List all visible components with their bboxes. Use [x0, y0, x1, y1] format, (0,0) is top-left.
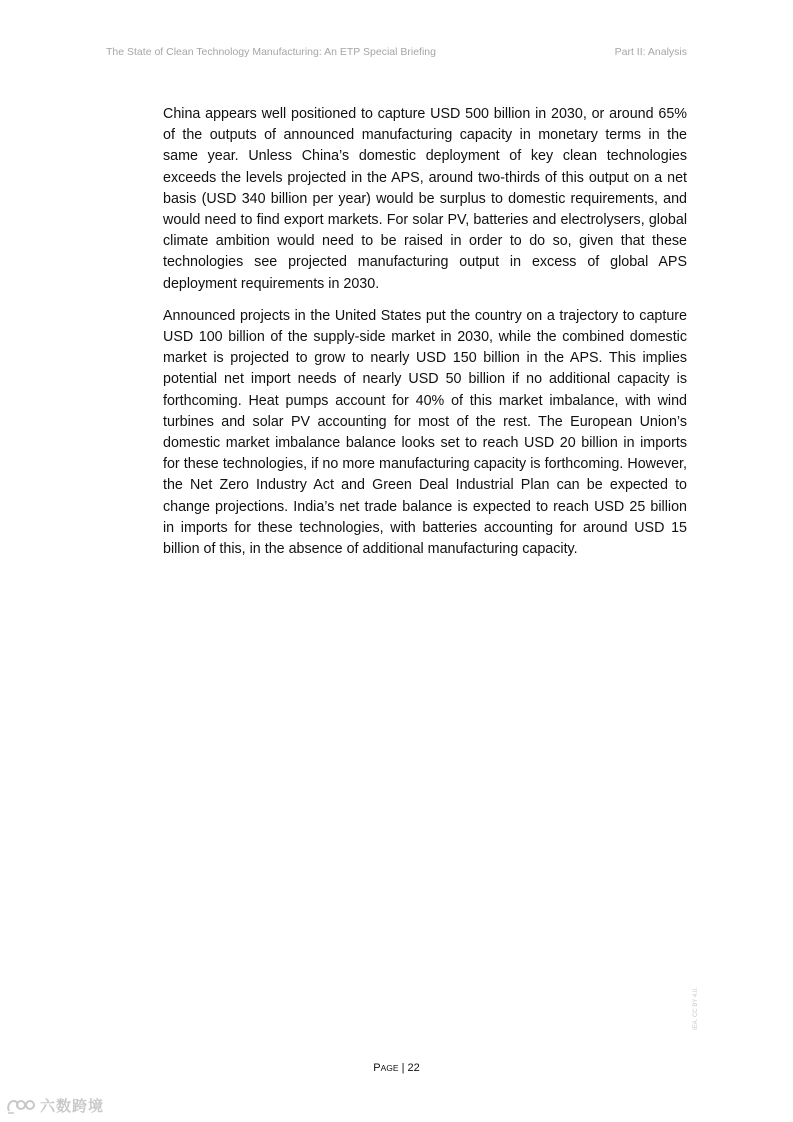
watermark [6, 1095, 104, 1116]
license-note: IEA. CC BY 4.0. [693, 987, 699, 1030]
header-document-title: The State of Clean Technology Manufacturing: An ETP Special Briefing [106, 46, 436, 58]
page-label-initial: P [373, 1062, 381, 1074]
paragraph-united-states: Announced projects in the United States put the country on a trajectory to capture USD 100 billion of the supply-side market in 2030, while the combined domestic market is projected to grow to nearly USD 150 billion in the APS. This implies potential net import needs of nearly USD 50 billion if no additional capacity is forthcoming. Heat pumps account for 40% of this market imbalance, with wind turbines and solar PV accounting for most of the rest. The European Union’s domestic market imbalance balance looks set to reach USD 20 billion in imports for these technologies, if no more manufacturing capacity is forthcoming. However, the Net Zero Industry Act and Green Deal Industrial Plan can be expected to change projections. India’s net trade balance is expected to reach USD 25 billion in imports for these technologies, with batteries accounting for around USD 15 billion of this, in the absence of additional manufacturing capacity. [163, 307, 687, 558]
page-footer [0, 1062, 793, 1074]
page-separator: | [398, 1062, 408, 1074]
header-section-title: Part II: Analysis [614, 46, 687, 58]
running-header [106, 46, 687, 58]
main-text [163, 104, 687, 571]
page-number: 22 [407, 1062, 420, 1074]
watermark-logo-icon [6, 1097, 36, 1115]
watermark-text: 六数跨境 [40, 1097, 105, 1115]
page-label-rest: AGE [380, 1063, 399, 1073]
paragraph-china: China appears well positioned to capture USD 500 billion in 2030, or around 65% of the outputs of announced manufacturing capacity in monetary terms in the same year. Unless China’s domestic deployment of key clean technologies exceeds the levels projected in the APS, around two-thirds of this output on a net basis (USD 340 billion per year) would be surplus to domestic requirements, and would need to find export markets. For solar PV, batteries and electrolysers, global climate ambition would need to be raised in order to do so, given that these technologies see projected manufacturing output in excess of global APS deployment requirements in 2030. [163, 106, 687, 292]
